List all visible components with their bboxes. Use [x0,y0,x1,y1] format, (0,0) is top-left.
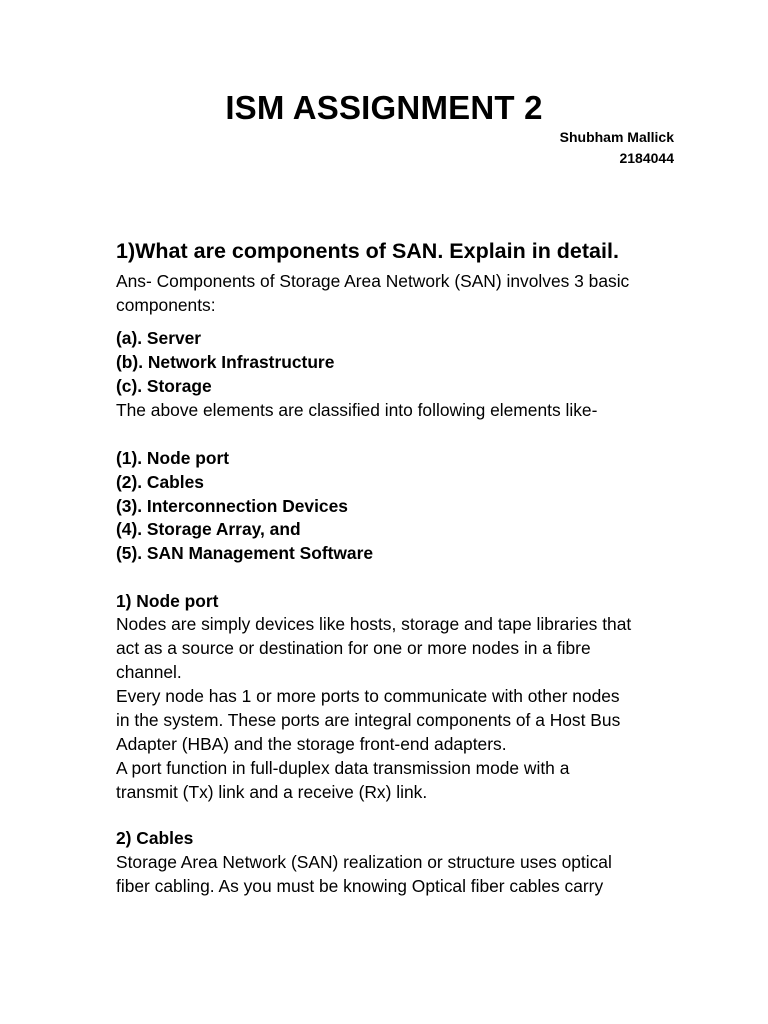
element-item: (1). Node port [116,448,230,468]
author-name: Shubham Mallick [559,129,674,145]
paragraph-line: transmit (Tx) link and a receive (Rx) link. [116,782,428,802]
paragraph-line: Every node has 1 or more ports to communicate with other nodes [116,686,620,706]
element-item: (5). SAN Management Software [116,543,374,563]
classified-line: The above elements are classified into following elements like- [116,400,598,420]
element-item: (3). Interconnection Devices [116,496,348,516]
paragraph-line: in the system. These ports are integral components of a Host Bus [116,710,621,730]
basic-component-item: (b). Network Infrastructure [116,352,335,372]
paragraph-line: channel. [116,662,182,682]
element-item: (2). Cables [116,472,204,492]
basic-component-item: (a). Server [116,328,202,348]
paragraph-line: Nodes are simply devices like hosts, storage and tape libraries that [116,614,632,634]
paragraph-line: Storage Area Network (SAN) realization or structure uses optical [116,852,612,872]
paragraph-line: fiber cabling. As you must be knowing Optical fiber cables carry [116,876,604,896]
paragraph-line: A port function in full-duplex data transmission mode with a [116,758,570,778]
paragraph-line: Adapter (HBA) and the storage front-end adapters. [116,734,507,754]
question-heading: 1)What are components of SAN. Explain in detail. [116,239,619,263]
intro-line: components: [116,295,216,315]
author-roll-number: 2184044 [619,150,674,166]
intro-line: Ans- Components of Storage Area Network (SAN) involves 3 basic [116,271,630,291]
section-heading-node-port: 1) Node port [116,591,219,611]
section-heading-cables: 2) Cables [116,828,194,848]
author-block [560,127,674,169]
basic-component-item: (c). Storage [116,376,212,396]
paragraph-line: act as a source or destination for one or more nodes in a fibre [116,638,591,658]
element-item: (4). Storage Array, and [116,519,301,539]
page-title: ISM ASSIGNMENT 2 [225,89,543,126]
